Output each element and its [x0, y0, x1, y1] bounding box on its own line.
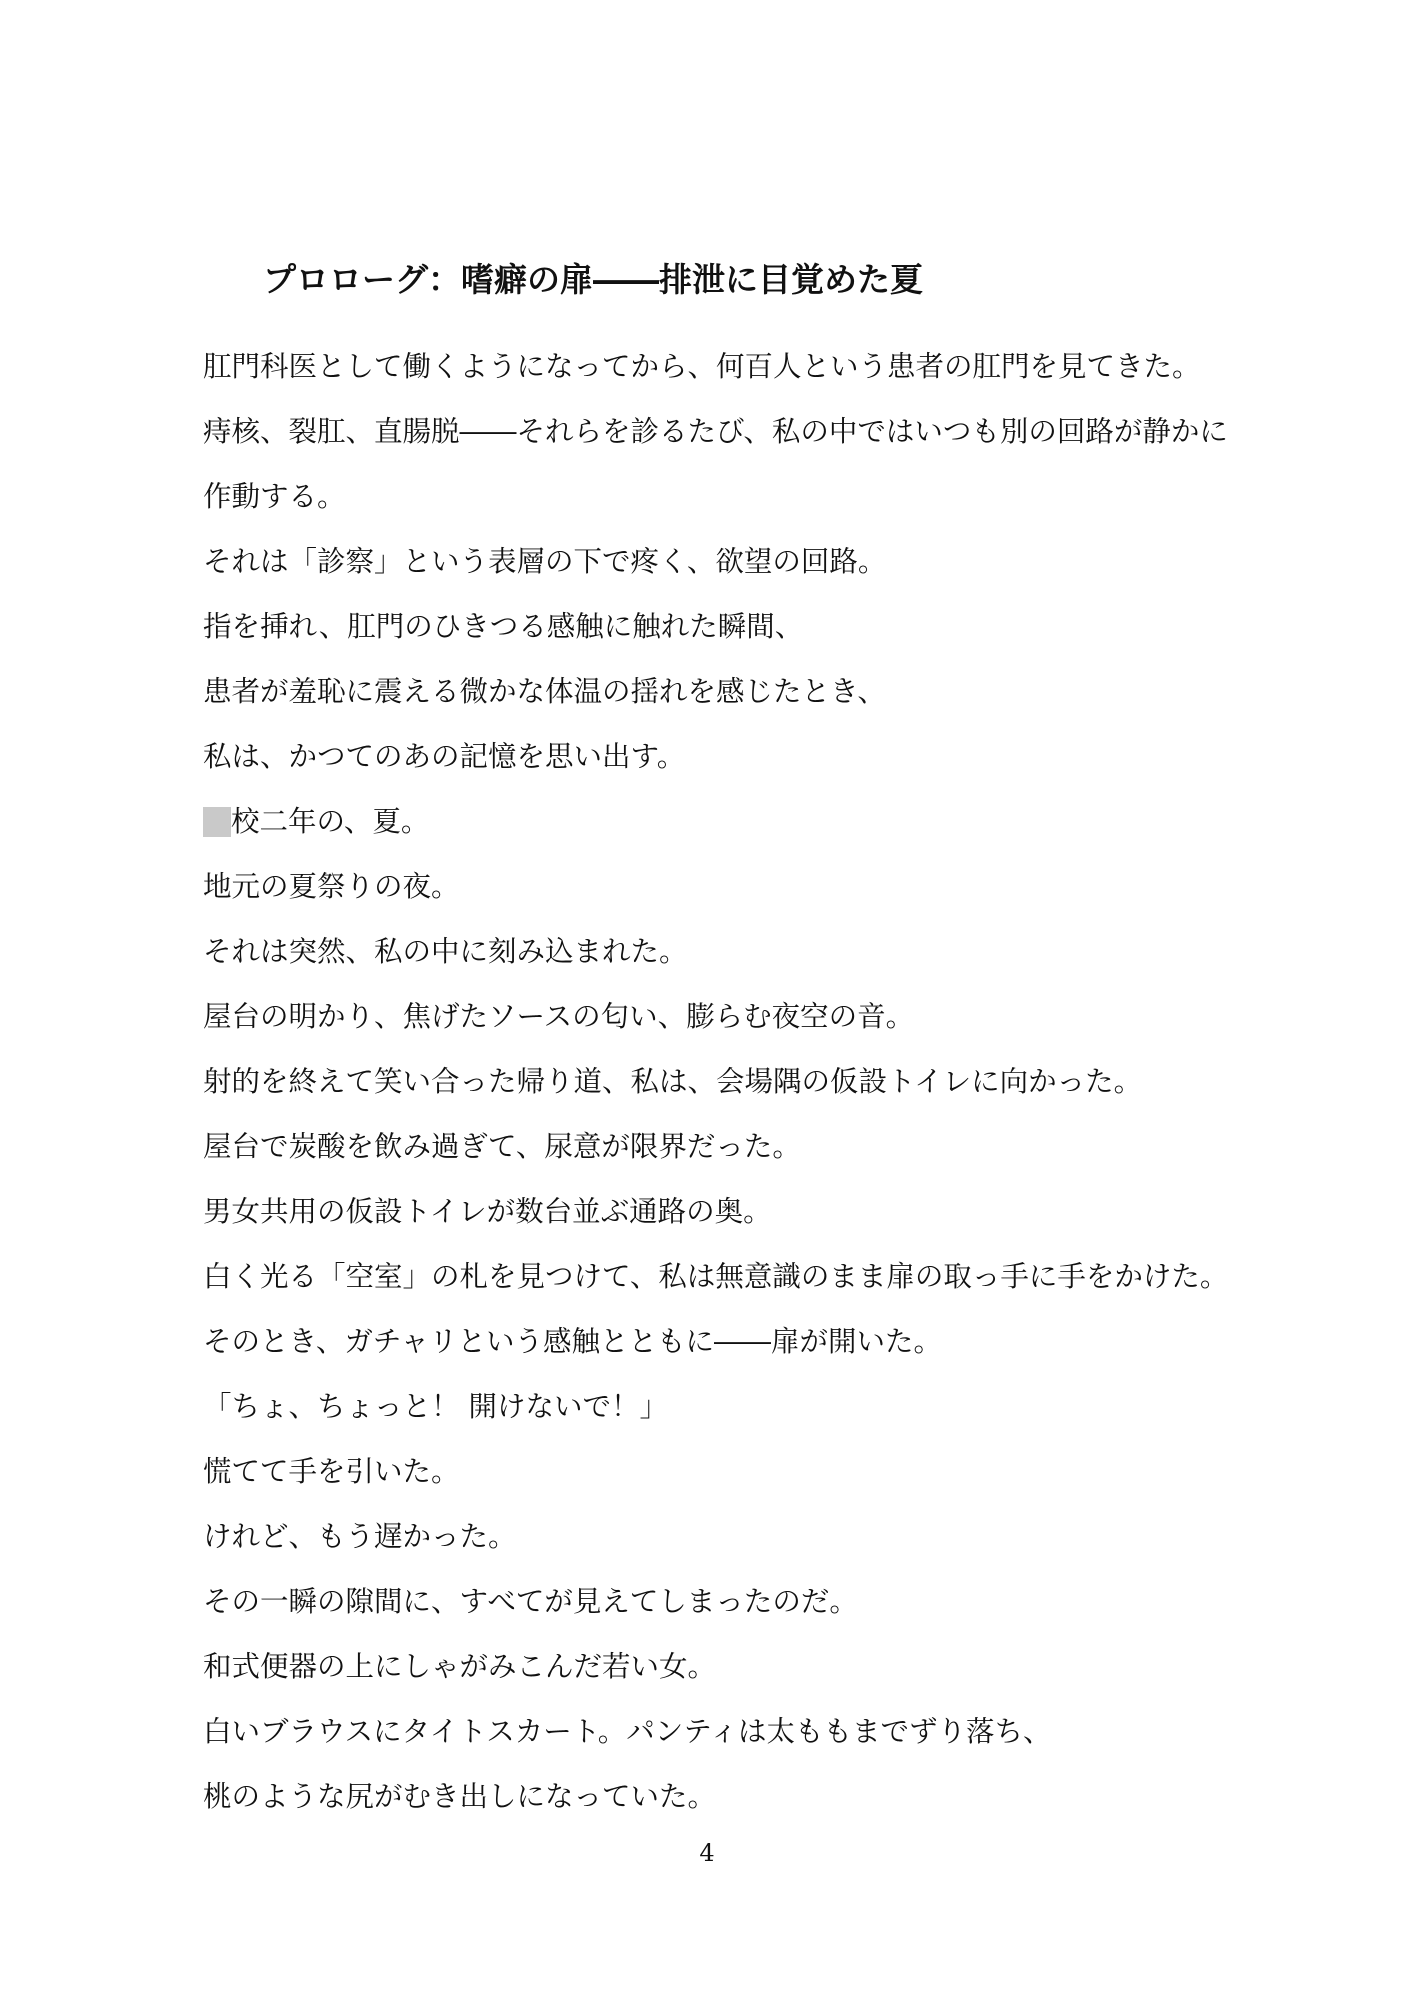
redaction-box: [203, 807, 231, 837]
body-text: [203, 334, 1229, 1829]
text-line: 痔核、裂肛、直腸脱――それらを診るたび、私の中ではいつも別の回路が静かに: [203, 415, 1228, 448]
text-line: けれど、もう遅かった。: [203, 1520, 517, 1553]
text-line: 射的を終えて笑い合った帰り道、私は、会場隅の仮設トイレに向かった。: [203, 1065, 1143, 1098]
text-line: 地元の夏祭りの夜。: [203, 870, 460, 903]
text-line: 和式便器の上にしゃがみこんだ若い女。: [203, 1650, 717, 1683]
text-line: 「ちょ、ちょっと！ 開けないで！」: [203, 1390, 669, 1423]
text-line: それは突然、私の中に刻み込まれた。: [203, 935, 688, 968]
text-line: 桃のような尻がむき出しになっていた。: [203, 1780, 717, 1813]
page-number: 4: [699, 1839, 715, 1867]
text-line: 作動する。: [203, 480, 346, 513]
text-line: 慌てて手を引いた。: [203, 1455, 460, 1488]
text-line: そのとき、ガチャリという感触とともに――扉が開いた。: [203, 1325, 943, 1358]
text-line-content: 校二年の、夏。: [231, 805, 430, 838]
text-line: 男女共用の仮設トイレが数台並ぶ通路の奥。: [203, 1195, 772, 1228]
text-line: 白いブラウスにタイトスカート。パンティは太ももまでずり落ち、: [203, 1715, 1052, 1748]
text-line: その一瞬の隙間に、すべてが見えてしまったのだ。: [203, 1585, 858, 1618]
text-line: 患者が羞恥に震える微かな体温の揺れを感じたとき、: [203, 675, 886, 708]
chapter-title: プロローグ：嗜癖の扉――排泄に目覚めた夏: [263, 260, 923, 299]
text-line: 指を挿れ、肛門のひきつる感触に触れた瞬間、: [203, 610, 804, 643]
text-line: 屋台の明かり、焦げたソースの匂い、膨らむ夜空の音。: [203, 1000, 915, 1033]
text-line: 白く光る「空室」の札を見つけて、私は無意識のまま扉の取っ手に手をかけた。: [203, 1260, 1229, 1293]
text-line: 肛門科医として働くようになってから、何百人という患者の肛門を見てきた。: [203, 350, 1201, 383]
text-line: 私は、かつてのあの記憶を思い出す。: [203, 740, 686, 773]
text-line: それは「診察」という表層の下で疼く、欲望の回路。: [203, 545, 887, 578]
text-line: 屋台で炭酸を飲み過ぎて、尿意が限界だった。: [203, 1130, 801, 1163]
text-line-redacted: [203, 789, 1223, 854]
